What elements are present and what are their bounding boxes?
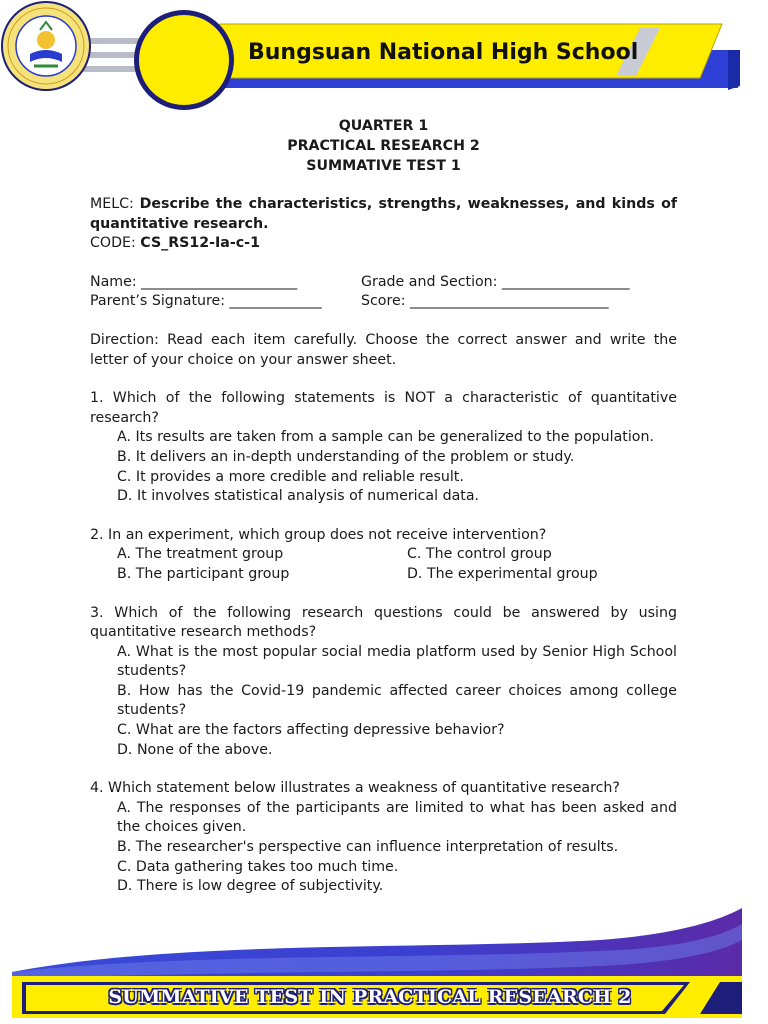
header-banner (0, 0, 768, 110)
choice-1b: B. It delivers an in-depth understanding of the problem or study. (117, 448, 575, 465)
choice-3b: B. How has the Covid-19 pandemic affected career choices among college students? (117, 682, 677, 719)
question-stem: 2. In an experiment, which group does not receive intervention? (90, 526, 547, 543)
choice-1a: A. Its results are taken from a sample can be generalized to the population. (117, 429, 654, 446)
school-seal-icon (0, 0, 92, 92)
choice-3c: C. What are the factors affecting depressive behavior? (117, 722, 505, 739)
question-stem: 3. Which of the following research questions could be answered by using quantitative research methods? (90, 604, 677, 641)
parent-signature-field[interactable]: Parent’s Signature: _____________ (90, 293, 322, 310)
choice-2b: B. The participant group (117, 565, 290, 582)
test-document (90, 116, 677, 897)
code-label: CODE: (90, 235, 141, 252)
melc-label: MELC: (90, 196, 140, 212)
question-4 (90, 779, 677, 897)
score-field[interactable]: Score: ____________________________ (361, 293, 609, 310)
question-3 (90, 604, 677, 761)
code-value: CS_RS12-Ia-c-1 (140, 235, 260, 252)
direction-text: Direction: Read each item carefully. Choose the correct answer and write the letter of your choice on your answer sheet. (90, 331, 677, 368)
choice-1c: C. It provides a more credible and reliable result. (117, 468, 464, 485)
melc-text: Describe the characteristics, strengths, weaknesses, and kinds of quantitative research. (90, 196, 677, 232)
document-titles (90, 116, 677, 176)
choice-4a: A. The responses of the participants are limited to what has been asked and the choices given. (117, 799, 677, 836)
choice-2a: A. The treatment group (117, 546, 284, 563)
quarter-title: QUARTER 1 (338, 118, 429, 134)
school-name: Bungsuan National High School (248, 40, 639, 65)
choice-3d: D. None of the above. (117, 741, 273, 758)
choice-1d: D. It involves statistical analysis of numerical data. (117, 488, 480, 505)
choice-2c: C. The control group (407, 546, 552, 563)
question-stem: 4. Which statement below illustrates a weakness of quantitative research? (90, 780, 620, 797)
name-field[interactable]: Name: ______________________ (90, 273, 298, 290)
subject-title: PRACTICAL RESEARCH 2 (287, 138, 480, 154)
question-2 (90, 526, 677, 585)
footer-banner (0, 900, 768, 1024)
question-1 (90, 389, 677, 507)
choice-4b: B. The researcher's perspective can influence interpretation of results. (117, 839, 619, 856)
code-line (90, 234, 677, 254)
choice-4d: D. There is low degree of subjectivity. (117, 878, 384, 895)
student-info-row-1 (90, 273, 677, 293)
question-stem: 1. Which of the following statements is NOT a characteristic of quantitative research? (90, 390, 677, 426)
melc-block (90, 195, 677, 234)
choice-3a: A. What is the most popular social media platform used by Senior High School students? (117, 643, 677, 680)
test-title: SUMMATIVE TEST 1 (306, 158, 461, 174)
choice-2d: D. The experimental group (407, 565, 598, 582)
footer-title: SUMMATIVE TEST IN PRACTICAL RESEARCH 2 (108, 986, 632, 1008)
choice-grid (90, 545, 677, 584)
grade-section-field[interactable]: Grade and Section: __________________ (361, 273, 630, 290)
student-info-row-2 (90, 292, 677, 312)
choice-4c: C. Data gathering takes too much time. (117, 858, 399, 875)
